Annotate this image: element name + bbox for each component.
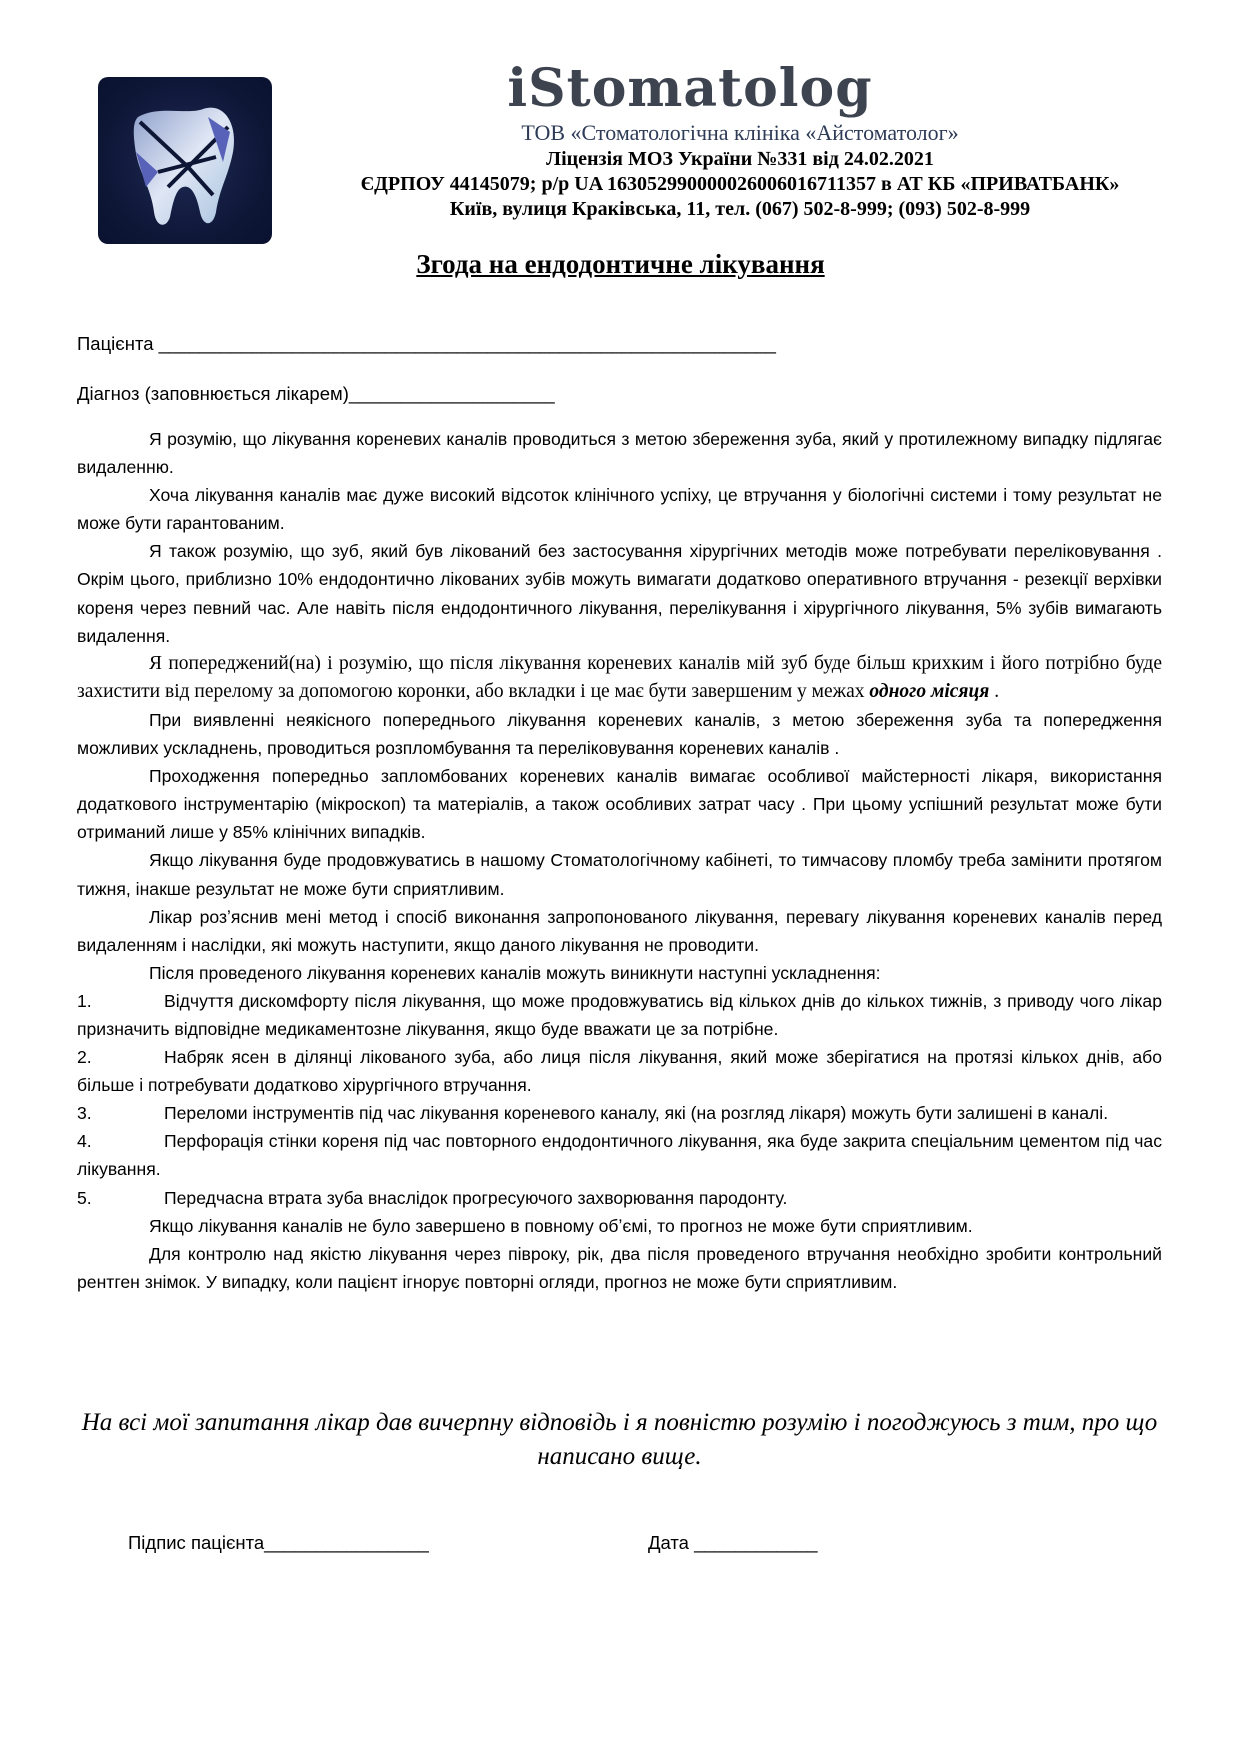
list-item: 3. Переломи інструментів під час лікування кореневого каналу, які (на розгляд лікаря) можуть бути залишені в каналі.: [77, 1103, 1109, 1124]
warning-end: .: [989, 680, 1000, 702]
paragraph: При виявленні неякісного попереднього лікування кореневих каналів, з метою збереження зуба та попередження можливих ускладнень, проводиться розпломбування та переліковування кореневих каналів .: [77, 709, 1162, 759]
clinic-logo: [98, 77, 272, 244]
bank-details: ЄДРПОУ 44145079; р/р UA 163052990000026006016711357 в АТ КБ «ПРИВАТБАНК»: [360, 173, 1120, 195]
paragraph: Я розумію, що лікування кореневих каналів проводиться з метою збереження зуба, який у протилежному випадку підлягає видаленню.: [77, 429, 1162, 478]
list-item: 4. Перфорація стінки кореня під час повторного ендодонтичного лікування, яка буде закрита спеціальним цементом під час лікування.: [77, 1131, 1162, 1180]
license-line: Ліцензія МОЗ України №331 від 24.02.2021: [546, 148, 934, 170]
address-line: Київ, вулиця Краківська, 11, тел. (067) 502-8-999; (093) 502-8-999: [449, 198, 1031, 220]
document-title: Згода на ендодонтичне лікування: [416, 249, 825, 279]
company-name: ТОВ «Стоматологічна клініка «Айстоматолог»: [521, 120, 959, 145]
paragraph: Лікар розʼяснив мені метод і спосіб виконання запропонованого лікування, перевагу лікування кореневих каналів перед видаленням і наслідки, які можуть наступити, якщо даного лікування не проводити.: [77, 906, 1162, 955]
warning-emphasis: одного місяця: [869, 680, 990, 702]
paragraph: Проходження попередньо запломбованих кореневих каналів вимагає особливої майстерності лікаря, використання додаткового інструментарію (мікроскоп) та матеріалів, а також особливих затрат часу . При цьому успішний результат може бути отриманий лише у 85% клінічних випадків.: [77, 766, 1162, 843]
paragraph: Я також розумію, що зуб, який був лікований без застосування хірургічних методів може потребувати переліковування . Окрім цього, приблизно 10% ендодонтично лікованих зубів можуть вимагати додатково оперативного втручання - резекції верхівки кореня через певний час. Але навіть після ендодонтичного лікування, перелікування і хірургічного лікування, 5% зубів вимагають видалення.: [77, 541, 1162, 646]
tooth-icon: [98, 77, 272, 244]
paragraph: Якщо лікування каналів не було завершено в повному обʼємі, то прогноз не може бути сприятливим.: [149, 1215, 973, 1236]
brand-name: iStomatolog: [507, 58, 873, 119]
paragraph: Після проведеного лікування кореневих каналів можуть виникнути наступні ускладнення:: [149, 962, 881, 983]
diagnosis-field[interactable]: Діагноз (заповнюється лікарем)____________________: [77, 383, 555, 404]
patient-signature-field[interactable]: Підпис пацієнта________________: [128, 1532, 429, 1553]
paragraph: Для контролю над якістю лікування через півроку, рік, два після проведеного втручання необхідно зробити контрольний рентген знімок. У випадку, коли пацієнт ігнорує повторні огляди, прогноз не може бути сприятливим.: [77, 1243, 1162, 1292]
date-field[interactable]: Дата ____________: [648, 1532, 818, 1553]
list-item: 5. Передчасна втрата зуба внаслідок прогресуючого захворювання пародонту.: [77, 1187, 788, 1208]
paragraph-warning: [77, 650, 1162, 706]
list-item: 1. Відчуття дискомфорту після лікування, що може продовжуватись від кількох днів до кількох тижнів, з приводу чого лікар призначить відповідне медикаментозне лікування, якщо буде вважати це за потрібне.: [77, 990, 1162, 1039]
consent-statement: На всі мої запитання лікар дав вичерпну відповідь і я повністю розумію і погоджуюсь з тим, про що написано вище.: [81, 1409, 1158, 1470]
paragraph: Хоча лікування каналів має дуже високий відсоток клінічного успіху, це втручання у біологічні системи і тому результат не може бути гарантованим.: [77, 485, 1162, 534]
list-item: 2. Набряк ясен в ділянці лікованого зуба, або лиця після лікування, який може зберігатися на протязі кількох днів, або більше і потребувати додатково хірургічного втручання.: [77, 1047, 1162, 1096]
patient-field[interactable]: Пацієнта ____________________________________________________________: [77, 333, 776, 354]
warning-text: Я попереджений(на) і розумію, що після лікування кореневих каналів мій зуб буде більш крихким і його потрібно буде захистити від перелому за допомогою коронки, або вкладки і це має бути завершеним у межах: [77, 652, 1162, 702]
paragraph: Якщо лікування буде продовжуватись в нашому Стоматологічному кабінеті, то тимчасову пломбу треба замінити протягом тижня, інакше результат не може бути сприятливим.: [77, 850, 1162, 899]
consent-body: [77, 425, 1162, 1296]
